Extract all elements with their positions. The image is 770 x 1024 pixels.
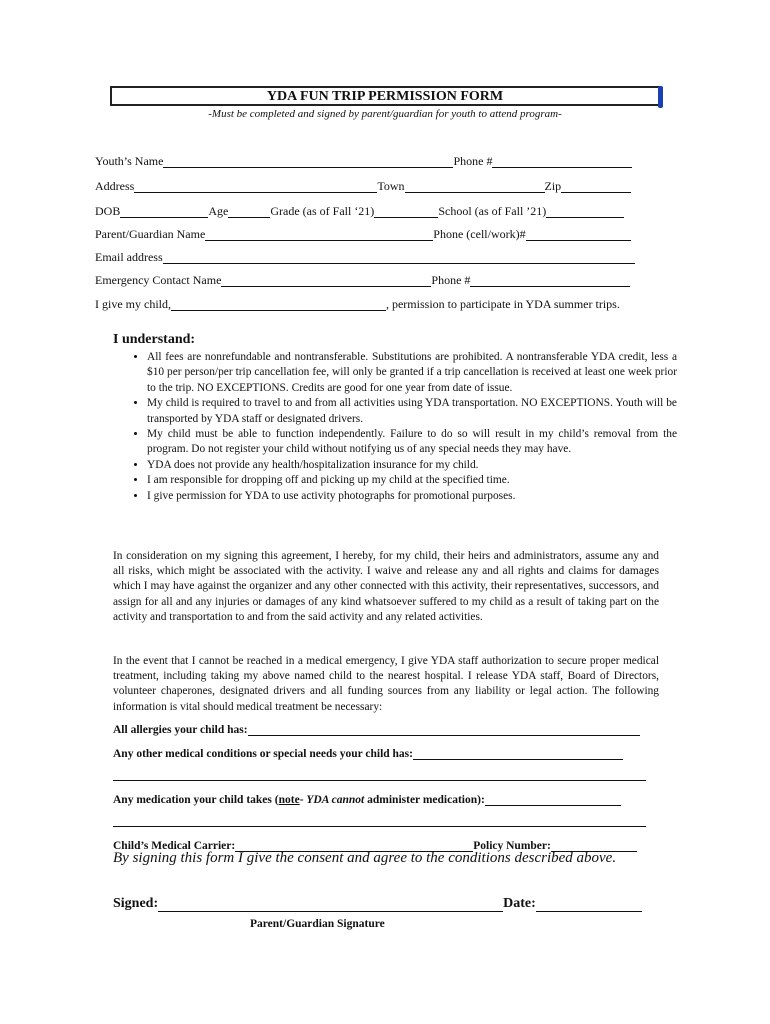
emergency-phone-field[interactable] [470,274,630,287]
carrier-label: Child’s Medical Carrier: [113,840,236,852]
medication-extra-line[interactable] [113,826,646,827]
allergies-field[interactable] [248,723,640,736]
row-address [95,177,640,193]
row-parent-name [95,225,640,241]
give-child-suffix: , permission to participate in YDA summer trips. [385,297,620,311]
consent-statement: By signing this form I give the consent and agree to the conditions described above. [113,850,617,866]
medication-prefix: Any medication your child takes ( [113,794,279,806]
list-item: • I am responsible for dropping off and picking up my child at the specified time. [147,473,677,488]
conditions-extra-line[interactable] [113,780,646,781]
list-item: • My child is required to travel to and from all activities using YDA transportation. NO EXCEPTIONS. Youth will be transported by YDA staff or designated drivers. [147,396,677,427]
form-subtitle: -Must be completed and signed by parent/guardian for youth to attend program- [208,108,562,120]
row-give-child [95,295,640,311]
date-field[interactable] [536,895,642,912]
phone-field[interactable] [492,155,632,168]
form-title: YDA FUN TRIP PERMISSION FORM [110,86,660,106]
youth-name-label: Youth’s Name [95,154,164,168]
understand-list [130,350,677,504]
medication-note: note [278,794,300,806]
parent-name-field[interactable] [205,228,433,241]
dob-label: DOB [95,204,121,218]
grade-label: Grade (as of Fall ‘21) [270,204,375,218]
row-emergency-contact [95,271,640,287]
medication-field[interactable] [485,793,621,806]
email-label: Email address [95,250,163,264]
row-youth-name [95,152,640,168]
emergency-contact-label: Emergency Contact Name [95,273,222,287]
medication-cannot: YDA cannot [306,794,365,806]
signed-label: Signed: [113,896,159,911]
zip-label: Zip [544,179,562,193]
row-dob [95,202,640,218]
signature-caption: Parent/Guardian Signature [250,918,385,930]
child-name-field[interactable] [171,298,386,311]
town-label: Town [377,179,405,193]
title-tab-marker [658,86,663,108]
conditions-field[interactable] [413,747,623,760]
list-item: • I give permission for YDA to use activity photographs for promotional purposes. [147,489,677,504]
medication-dash: - [299,794,307,806]
phone-cell-work-field[interactable] [526,228,631,241]
allergies-label: All allergies your child has: [113,724,248,736]
row-allergies [113,720,658,736]
address-field[interactable] [134,180,377,193]
row-medication [113,790,658,806]
grade-field[interactable] [374,205,438,218]
medication-suffix: administer medication): [364,794,485,806]
list-item: • All fees are nonrefundable and nontransferable. Substitutions are prohibited. A nontransferable YDA credit, less a $10 per person/per trip cancellation fee, will only be granted if a trip cancellation is received at least one week prior to the trip. NO EXCEPTIONS. Credits are good for one year from date of issue. [147,350,677,396]
address-label: Address [95,179,135,193]
conditions-label: Any other medical conditions or special needs your child has: [113,748,413,760]
row-conditions [113,744,658,760]
emergency-phone-label: Phone # [431,273,471,287]
phone-label: Phone # [453,154,493,168]
give-child-prefix: I give my child, [95,297,171,311]
age-field[interactable] [228,205,270,218]
phone-cell-work-label: Phone (cell/work)# [433,227,526,241]
list-item: • My child must be able to function independently. Failure to do so will result in my child’s removal from the program. Do not register your child without notifying us of any special needs they may have. [147,427,677,458]
emergency-contact-field[interactable] [221,274,431,287]
signature-field[interactable] [158,895,503,912]
row-signature [113,892,658,912]
dob-field[interactable] [120,205,208,218]
school-label: School (as of Fall ’21) [438,204,547,218]
emergency-paragraph: In the event that I cannot be reached in a medical emergency, I give YDA staff authorization to secure proper medical treatment, including taking my above named child to the nearest hospital. I release YDA staff, Board of Directors, volunteer chaperones, designated drivers and all funding sources from any liability or legal action. The following information is vital should medical treatment be necessary: [113,655,659,713]
list-item: • YDA does not provide any health/hospitalization insurance for my child. [147,458,677,473]
school-field[interactable] [546,205,624,218]
policy-label: Policy Number: [473,840,551,852]
row-email [95,248,640,264]
date-label: Date: [503,896,536,911]
zip-field[interactable] [561,180,631,193]
town-field[interactable] [405,180,545,193]
consideration-paragraph: In consideration on my signing this agreement, I hereby, for my child, their heirs and administrators, assume any and all risks, which might be associated with the activity. I waive and release any and all rights and claims for damages which I may have against the organizer and any other connected with this activity, their representatives, successors, and assign for all and any injuries or damages of any kind whatsoever suffered to my child as a result of taking part on the activity and transportation to and from the said activity and any related activities. [113,550,659,623]
youth-name-field[interactable] [163,155,453,168]
parent-name-label: Parent/Guardian Name [95,227,206,241]
age-label: Age [208,204,229,218]
understand-heading: I understand: [113,332,196,347]
email-field[interactable] [163,251,635,264]
